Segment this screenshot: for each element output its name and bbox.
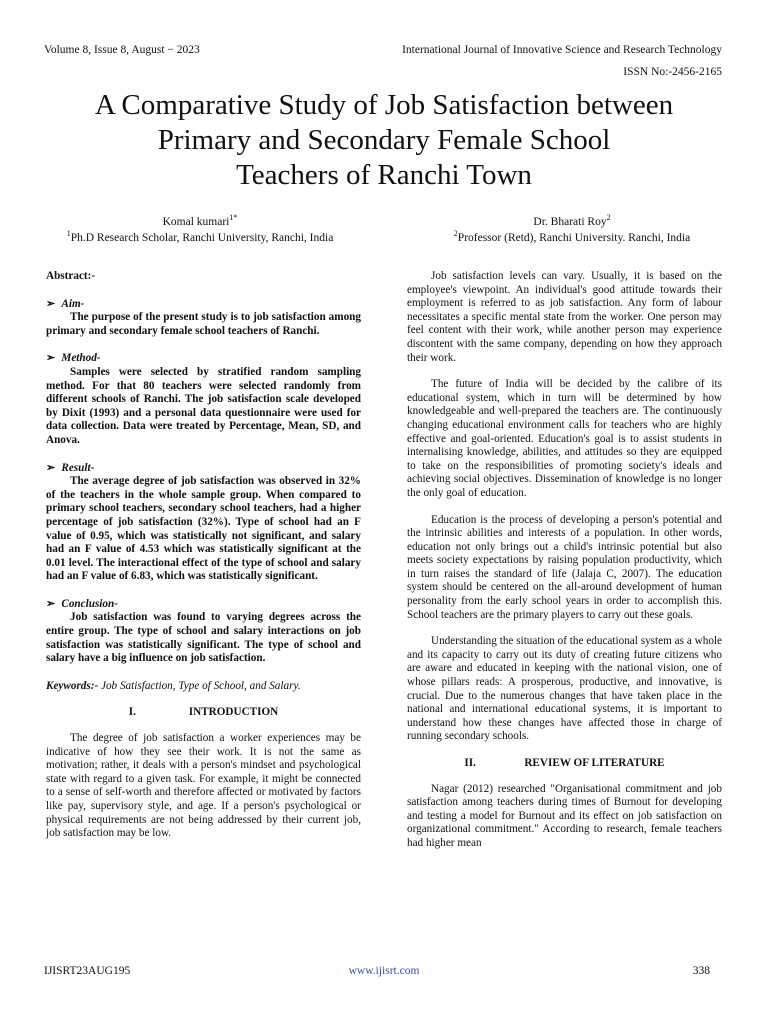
title-line: A Comparative Study of Job Satisfaction between [94, 89, 674, 121]
result-heading: ➢ Result- [46, 461, 95, 474]
bullet-arrow-icon: ➢ [46, 461, 56, 474]
right-column [407, 270, 722, 851]
author-sup: 1* [229, 213, 238, 223]
result-text: The average degree of job satisfaction was observed in 32% of the teachers in the whole sample group. When compared to primary school teachers, secondary school teachers, had a higher percentage of job satisfaction (32%). Type of school had an F value of 0.95, which was statistically not significant, and salary had an F value of 4.53 which was statistically significant at the 0.01 level. The interactional effect of the type of school and salary had an F value of 6.83, which was statistically significant. [46, 475, 361, 583]
aim-heading: ➢ Aim- [46, 297, 85, 310]
title-line: Teachers of Ranchi Town [236, 159, 532, 191]
body-paragraph: Education is the process of developing a person's potential and the intrinsic abilities and interests of a population. In other words, education not only brings out a child's intrinsic potential but also meets society expectations by raising population productivity, which in turn raises the standard of life (Jalaja C, 2007). The education system should be centered on the all-around development of human personality from the early school years in order to accomplish this. School teachers are the primary players to carry out these goals. [407, 513, 722, 621]
body-paragraph: The future of India will be decided by the calibre of its educational system, which in turn will be determined by how knowledgeable and well-prepared the teachers are. The continuously changing educational environment calls for teachers who are highly effective and goal-oriented. Education's goal is to assist students in internalising knowledge, abilities, and attitudes so they are equipped to take on the responsibilities of promoting society's ideals and achieving social objectives. Dissemination of knowledge is no longer the only goal of education. [407, 378, 722, 499]
affiliation-sup: 2 [453, 229, 458, 239]
left-column [46, 270, 361, 841]
keywords: Keywords:- Job Satisfaction, Type of School, and Salary. [46, 679, 301, 692]
aim-text: The purpose of the present study is to job satisfaction among primary and secondary female school teachers of Ranchi. [46, 311, 361, 337]
header-issn: ISSN No:-2456-2165 [623, 66, 722, 78]
body-paragraph: Job satisfaction levels can vary. Usually, it is based on the employee's viewpoint. An individual's good attitude towards their employment is referred to as job satisfaction. Any form of labour necessitates a specific mental state from the worker. One person may feel content with their work, while another person may experience discontent with the same company, depending on how they approach their work. [407, 270, 722, 364]
header-journal: International Journal of Innovative Science and Research Technology [402, 44, 722, 56]
author-sup: 2 [606, 213, 611, 223]
intro-paragraph: The degree of job satisfaction a worker experiences may be indicative of how they see their work. It is not the same as motivation; rather, it deals with a person's mindset and psychological state with regard to a given task. For example, it might be connected to a sense of self-worth and therefore affected or motivated by factors like pay, supervisory style, and age. If a person's psychological or physical requirements are not being addressed by their current job, job satisfaction may be low. [46, 732, 361, 840]
bullet-arrow-icon: ➢ [46, 297, 56, 310]
conclusion-text: Job satisfaction was found to varying degrees across the entire group. The type of school and salary interactions on job satisfaction was statistically significant. The type of school and salary have a big influence on job satisfaction. [46, 611, 361, 665]
footer-website-link[interactable]: www.ijisrt.com [348, 965, 420, 977]
bullet-arrow-icon: ➢ [46, 597, 56, 610]
page-number: 338 [692, 965, 710, 977]
paper-title [40, 88, 728, 193]
title-line: Primary and Secondary Female School [157, 124, 611, 156]
author-2 [392, 214, 752, 246]
author-name: Dr. Bharati Roy [533, 216, 607, 228]
conclusion-heading: ➢ Conclusion- [46, 597, 118, 610]
method-heading: ➢ Method- [46, 352, 101, 365]
method-text: Samples were selected by stratified random sampling method. For that 80 teachers were selected randomly from different schools of Ranchi. The job satisfaction scale developed by Dixit (1993) and a personal data questionnaire were used for data collection. Data were treated by Percentage, Mean, SD, and Anova. [46, 365, 361, 446]
header-volume: Volume 8, Issue 8, August − 2023 [44, 44, 200, 56]
footer-paper-id: IJISRT23AUG195 [44, 965, 131, 977]
author-name: Komal kumari [162, 216, 230, 228]
review-paragraph: Nagar (2012) researched "Organisational commitment and job satisfaction among teachers during times of Burnout for developing and testing a model for Burnout and its effect on job satisfaction on organizational commitment." According to research, female teachers had higher mean [407, 782, 722, 849]
bullet-arrow-icon: ➢ [46, 352, 56, 365]
section-heading-introduction: I. INTRODUCTION [128, 706, 279, 719]
abstract-label: Abstract:- [46, 270, 96, 282]
section-heading-review: II. REVIEW OF LITERATURE [464, 757, 665, 769]
author-affiliation: Professor (Retd), Ranchi University. Ranchi, India [457, 232, 691, 244]
body-paragraph: Understanding the situation of the educational system as a whole and its capacity to carry out its duty of creating future citizens who are aware and educated in keeping with the national vision, one of whose pillars reads: A prosperous, productive, and innovative, is crucial. Due to the numerous changes that have taken place in the national and international educational systems, it is important to understand how these changes have affected those in charge of running secondary schools. [407, 635, 722, 743]
author-1 [30, 214, 370, 246]
author-affiliation: Ph.D Research Scholar, Ranchi University, Ranchi, India [70, 232, 334, 244]
affiliation-sup: 1 [66, 229, 71, 239]
